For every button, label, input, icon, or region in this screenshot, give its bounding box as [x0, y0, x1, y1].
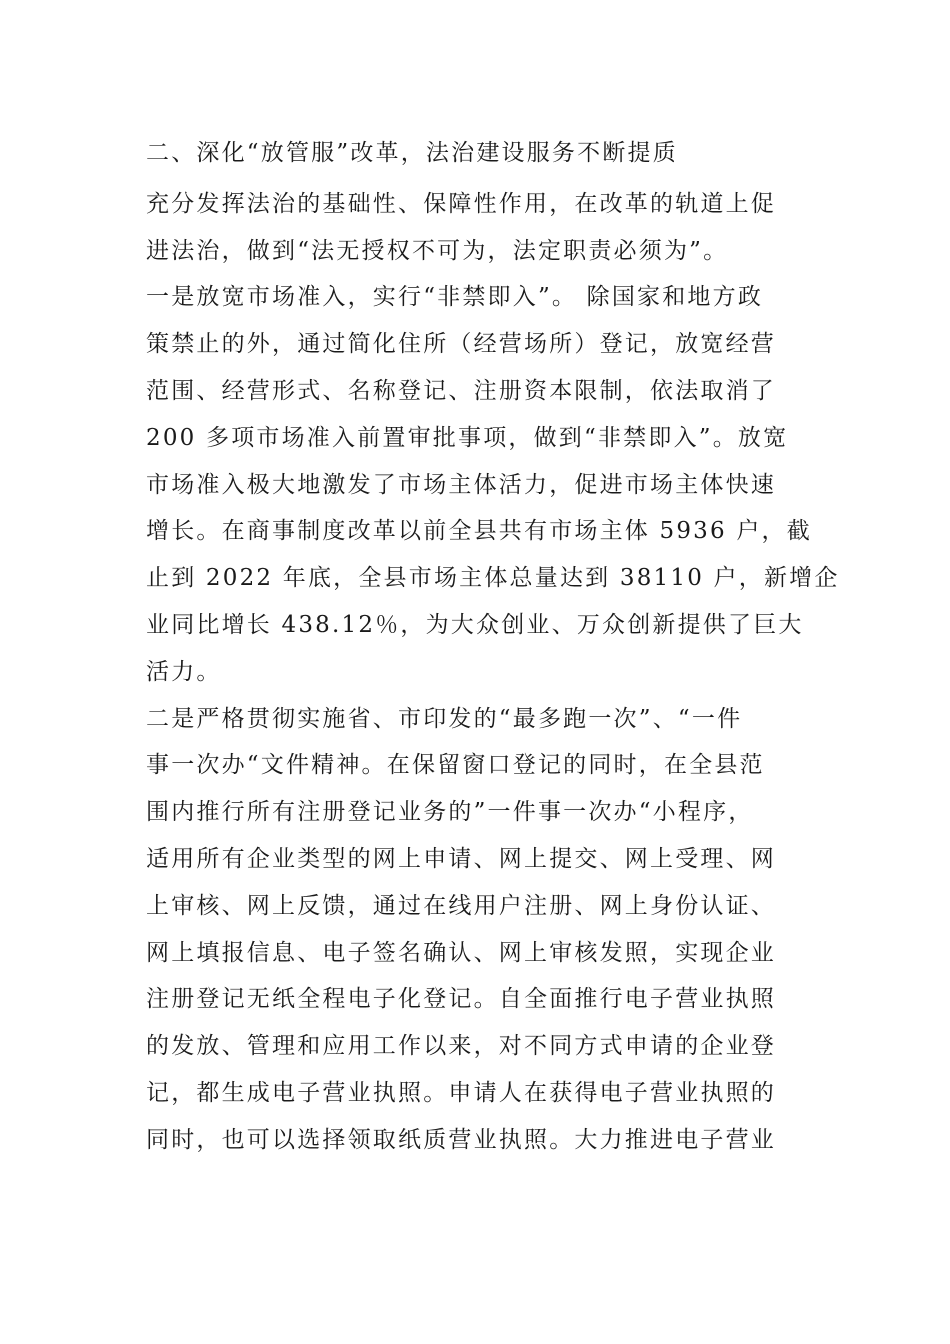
text-line: 上审核、网上反馈，通过在线用户注册、网上身份认证、: [146, 892, 776, 919]
text-line: 围内推行所有注册登记业务的”一件事一次办“小程序，: [146, 799, 754, 826]
text-line: 一是放宽市场准入，实行“非禁即入”。 除国家和地方政: [146, 284, 764, 311]
text-line: 网上填报信息、电子签名确认、网上审核发照，实现企业: [146, 939, 776, 966]
text-line: 止到 2022 年底，全县市场主体总量达到 38110 户，新增企: [146, 565, 840, 592]
text-line: 注册登记无纸全程电子化登记。自全面推行电子营业执照: [146, 986, 776, 1013]
text-line: 市场准入极大地激发了市场主体活力，促进市场主体快速: [146, 471, 776, 498]
text-line: 二是严格贯彻实施省、市印发的“最多跑一次”、“一件: [146, 705, 743, 732]
text-line: 适用所有企业类型的网上申请、网上提交、网上受理、网: [146, 845, 776, 872]
text-line: 的发放、管理和应用工作以来，对不同方式申请的企业登: [146, 1033, 776, 1060]
paragraph-1: [146, 181, 810, 275]
text-line: 200 多项市场准入前置审批事项，做到“非禁即入”。放宽: [146, 424, 789, 451]
text-line: 策禁止的外，通过简化住所（经营场所）登记，放宽经营: [146, 331, 776, 358]
text-line: 充分发挥法治的基础性、保障性作用，在改革的轨道上促: [146, 190, 776, 217]
text-line: 记，都生成电子营业执照。申请人在获得电子营业执照的: [146, 1079, 776, 1106]
text-line: 同时，也可以选择领取纸质营业执照。大力推进电子营业: [146, 1126, 776, 1153]
paragraph-3: [146, 696, 810, 1164]
text-line: 进法治，做到“法无授权不可为，法定职责必须为”。: [146, 237, 729, 264]
section-heading: 二、深化“放管服”改革，法治建设服务不断提质: [146, 140, 678, 166]
text-line: 活力。: [146, 658, 222, 685]
text-line: 增长。在商事制度改革以前全县共有市场主体 5936 户，截: [146, 518, 812, 545]
paragraph-2: [146, 274, 840, 695]
text-line: 范围、经营形式、名称登记、注册资本限制，依法取消了: [146, 377, 776, 404]
text-line: 事一次办“文件精神。在保留窗口登记的同时，在全县范: [146, 752, 765, 779]
document-body: [146, 130, 840, 1164]
text-line: 业同比增长 438.12％，为大众创业、万众创新提供了巨大: [146, 611, 804, 638]
